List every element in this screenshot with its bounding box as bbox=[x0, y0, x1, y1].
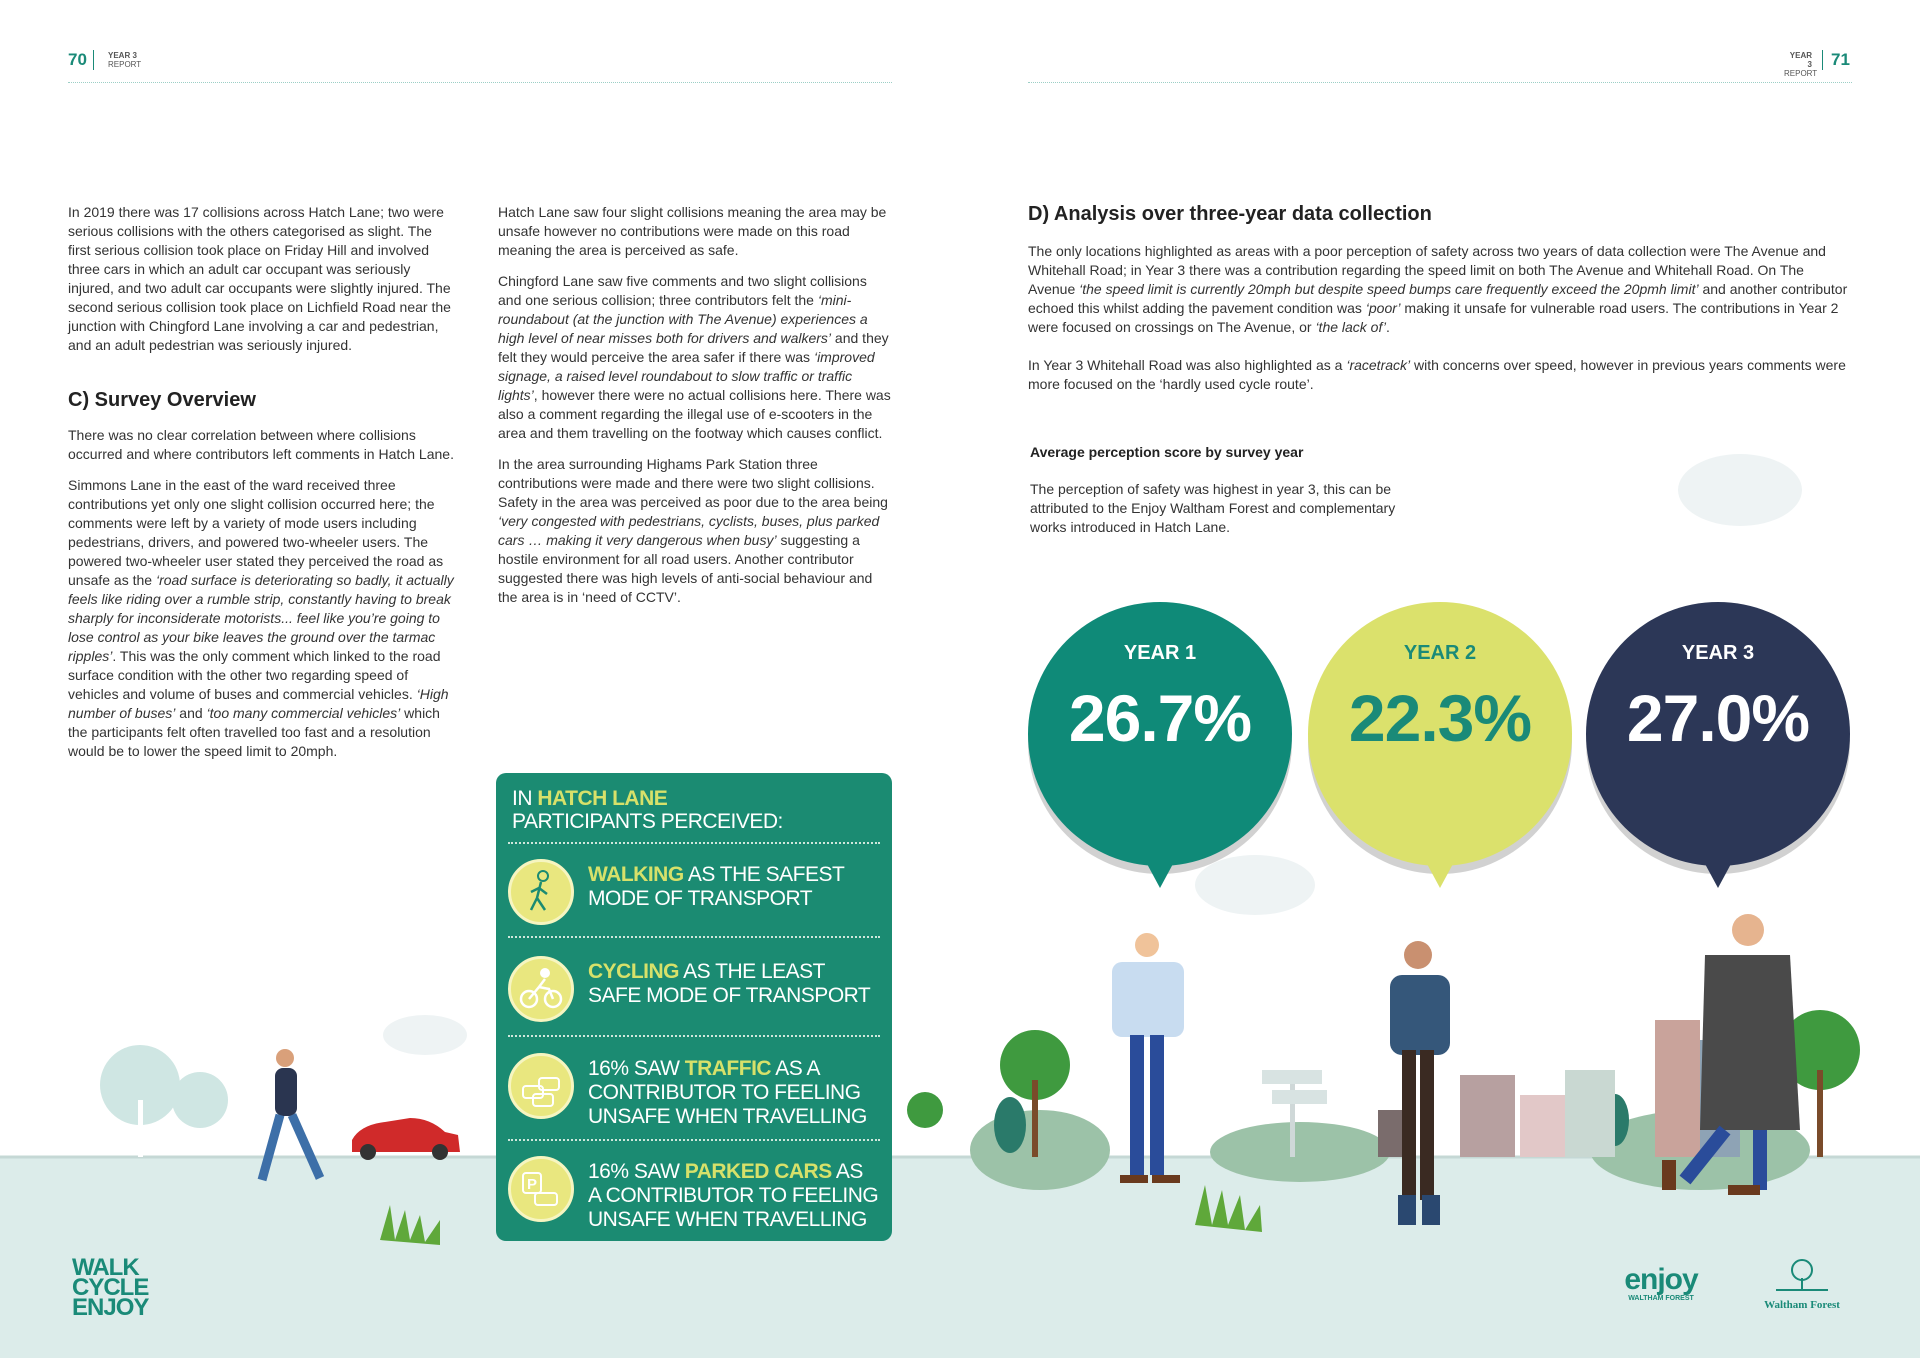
quote: ‘road surface is deteriorating so badly, it actually feels like riding over a rumble strip, constantly having to break sharply for inconsiderate motorists... feel like you’re going to lose control as your bike leaves the ground over the tarmac ripples’ bbox=[68, 572, 454, 664]
perception-value: 22.3% bbox=[1348, 681, 1532, 755]
quote: ‘the speed limit is currently 20mph but despite speed bumps care frequently exceed the 20pmh limit’ bbox=[1079, 281, 1699, 297]
highlight: HATCH LANE bbox=[537, 787, 668, 810]
traffic-cars-icon bbox=[508, 1053, 574, 1119]
quote: ‘poor’ bbox=[1365, 300, 1401, 316]
dotted-divider bbox=[508, 842, 880, 844]
tree-trunk bbox=[138, 1100, 143, 1157]
text-run: AS THE SAFEST bbox=[683, 863, 845, 886]
dotted-divider bbox=[508, 1139, 880, 1141]
right-page-number: 71 bbox=[1831, 50, 1850, 69]
hill bbox=[970, 1110, 1110, 1190]
ground bbox=[0, 1157, 1920, 1358]
left-page-number: 70 bbox=[68, 50, 87, 69]
bubble-tail bbox=[1704, 862, 1732, 888]
text-run: CONTRIBUTOR TO FEELING bbox=[588, 1081, 861, 1104]
svg-text:P: P bbox=[527, 1176, 538, 1193]
walking-person-icon bbox=[508, 859, 574, 925]
text-run: UNSAFE WHEN TRAVELLING bbox=[588, 1208, 867, 1231]
text-run: UNSAFE WHEN TRAVELLING bbox=[588, 1105, 867, 1128]
quote: ‘racetrack’ bbox=[1346, 357, 1411, 373]
year-bubble bbox=[1586, 602, 1850, 866]
logo-subtext: WALTHAM FOREST bbox=[1628, 1295, 1694, 1302]
tree-trunk bbox=[1817, 1070, 1823, 1157]
quote: ‘the lack of’ bbox=[1315, 319, 1386, 335]
bubble-tail bbox=[1146, 862, 1174, 888]
infographic-title bbox=[512, 787, 783, 833]
infographic-row-text bbox=[588, 1057, 867, 1129]
text-run: making it unsafe for vulnerable road users. The contributions in Year 2 were focused on crossings on The Avenue, or bbox=[1028, 300, 1839, 335]
tree bbox=[907, 1092, 943, 1128]
logo-word: enjoy bbox=[1624, 1263, 1698, 1296]
highlight: PARKED CARS bbox=[684, 1160, 832, 1183]
text-run: AS THE LEAST bbox=[679, 960, 826, 983]
text-run: with concerns over speed, however in previous years comments were more focused on the ‘hardly used cycle route’. bbox=[1028, 357, 1846, 392]
dotted-divider bbox=[508, 936, 880, 938]
perception-value: 26.7% bbox=[1068, 681, 1252, 755]
tree-trunk bbox=[1032, 1080, 1038, 1157]
chart-description: The perception of safety was highest in year 3, this can be attributed to the Enjoy Waltham Forest and complementary works introduced in Hatch Lane. bbox=[1030, 481, 1396, 535]
infographic-row-cycling bbox=[508, 948, 880, 1036]
text-run: 16% SAW bbox=[588, 1160, 685, 1183]
text-run: In Year 3 Whitehall Road was also highlighted as a bbox=[1028, 357, 1347, 373]
perception-value: 27.0% bbox=[1626, 681, 1810, 755]
text-run: AS bbox=[831, 1160, 863, 1183]
text-run: PARTICIPANTS PERCEIVED: bbox=[512, 810, 783, 833]
text-run: . This was the only comment which linked to the road surface condition with the other two regarding speed of vehicles and volume of buses and commercial vehicles. bbox=[68, 648, 441, 702]
year-label: YEAR 3 bbox=[108, 51, 137, 60]
quote: ‘mini- roundabout (at the junction with The Avenue) experiences a high level of near misses both for drivers and walkers’ bbox=[498, 292, 868, 346]
year-label: YEAR 2 bbox=[1403, 642, 1477, 664]
infographic-row-text bbox=[588, 863, 844, 911]
cloud bbox=[383, 1015, 467, 1055]
tree bbox=[172, 1072, 228, 1128]
cyclist-icon bbox=[508, 956, 574, 1022]
text-run: AS A bbox=[771, 1057, 820, 1080]
infographic-row-text bbox=[588, 960, 870, 1008]
collisions-paragraph: In 2019 there was 17 collisions across Hatch Lane; two were serious collisions with the others categorised as slight. The first serious collision took place on Friday Hill and involved three cars in which an adult car occupant was seriously injured, and two adult car occupants were slightly injured. The second serious collision took place on Lichfield Road near the junction with Chingford Lane involving a car and pedestrian, and an adult pedestrian was seriously injured. bbox=[68, 204, 451, 353]
highlight: WALKING bbox=[588, 863, 684, 886]
parking-icon bbox=[508, 1156, 574, 1222]
year-bubble bbox=[1308, 602, 1572, 866]
quote: ‘too many commercial vehicles’ bbox=[206, 705, 401, 721]
highlight: TRAFFIC bbox=[684, 1057, 772, 1080]
year-label: YEAR 1 bbox=[1123, 642, 1197, 664]
analysis-paragraph-2 bbox=[1028, 356, 1852, 394]
text-run: and bbox=[175, 705, 207, 721]
text-run: which the participants felt often travelled too fast and a resolution would be to lower the speed limit to 20mph. bbox=[68, 705, 440, 759]
right-column bbox=[1028, 203, 1852, 406]
text-run: and they felt they would perceive the area safer if there was bbox=[498, 330, 889, 365]
text-run: . bbox=[1386, 319, 1390, 335]
survey-overview-heading: C) Survey Overview bbox=[68, 389, 256, 411]
enjoy-waltham-forest-logo bbox=[1608, 1265, 1714, 1302]
logo-text: Waltham Forest bbox=[1764, 1299, 1840, 1311]
text-run: A CONTRIBUTOR TO FEELING bbox=[588, 1184, 879, 1207]
text-run: suggesting a hostile environment for all road users. Another contributor suggested there was high levels of anti-social behaviour and the area is in ‘need of CCTV’. bbox=[498, 532, 873, 605]
text-run: MODE OF TRANSPORT bbox=[588, 887, 813, 910]
tree-logo-icon bbox=[1772, 1258, 1832, 1294]
infographic-row-traffic bbox=[508, 1045, 880, 1133]
quote: ‘very congested with pedestrians, cyclists, buses, plus parked cars … making it very dangerous when busy’ bbox=[498, 513, 880, 548]
dotted-divider bbox=[508, 1035, 880, 1037]
man-standing-illustration bbox=[1112, 933, 1184, 1183]
cloud bbox=[1195, 855, 1315, 915]
logo-line: WALK bbox=[72, 1254, 139, 1281]
hatch-lane-paragraph: Hatch Lane saw four slight collisions meaning the area may be unsafe however no contributions were made on this road meaning the area is perceived as safe. bbox=[498, 204, 887, 258]
report-label: REPORT bbox=[108, 60, 142, 69]
year-label: YEAR 3 bbox=[1789, 51, 1812, 69]
text-run: SAFE MODE OF TRANSPORT bbox=[588, 984, 871, 1007]
hill bbox=[1210, 1122, 1390, 1182]
tree bbox=[994, 1097, 1026, 1153]
text-run: In the area surrounding Highams Park Station three contributions were made and there were two slight collisions. Safety in the area was perceived as poor due to the area being bbox=[498, 456, 888, 510]
cloud bbox=[1678, 454, 1802, 526]
text-run: Simmons Lane in the east of the ward received three contributions yet only one slight collision occurred here; the comments were left by a variety of mode users including pedestrians, drivers, and powered two-wheeler users. The powered two-wheeler user stated they perceived the road as unsafe as the bbox=[68, 477, 444, 588]
text-run: , however there were no actual collisions here. There was also a comment regarding the illegal use of e-scooters in the area and them travelling on the footway which causes conflict. bbox=[498, 387, 891, 441]
text-run: 16% SAW bbox=[588, 1057, 685, 1080]
red-car-illustration bbox=[352, 1118, 460, 1160]
logo-line: ENJOY bbox=[72, 1294, 149, 1321]
infographic-row-walking bbox=[508, 851, 880, 939]
waltham-forest-council-logo bbox=[1752, 1258, 1852, 1311]
report-label: REPORT bbox=[1784, 69, 1818, 78]
survey-paragraph: There was no clear correlation between where collisions occurred and where contributors left comments in Hatch Lane. bbox=[68, 427, 454, 462]
hatch-lane-infographic bbox=[496, 773, 892, 1241]
text-run: IN bbox=[512, 787, 538, 810]
highlight: CYCLING bbox=[588, 960, 679, 983]
analysis-heading: D) Analysis over three-year data collection bbox=[1028, 203, 1432, 225]
text-run: The only locations highlighted as areas with a poor perception of safety across two years of data collection were The Avenue and Whitehall Road; in Year 3 there was a contribution regarding the speed limit on both The Avenue and Whitehall Road. On The Avenue bbox=[1028, 243, 1826, 297]
walk-cycle-enjoy-logo bbox=[72, 1254, 149, 1321]
year-bubble bbox=[1028, 602, 1292, 866]
chart-subheading: Average perception score by survey year bbox=[1030, 444, 1304, 460]
analysis-paragraph-1 bbox=[1028, 242, 1852, 337]
bubble-tail bbox=[1426, 862, 1454, 888]
infographic-row-parked-cars bbox=[508, 1148, 880, 1236]
text-run: Chingford Lane saw five comments and two slight collisions and one serious collision; three contributors felt the bbox=[498, 273, 867, 308]
quote: ‘improved signage, a raised level roundabout to slow traffic or traffic lights’ bbox=[498, 349, 875, 403]
infographic-row-text bbox=[588, 1160, 878, 1232]
logo-line: CYCLE bbox=[72, 1274, 149, 1301]
year-label: YEAR 3 bbox=[1681, 642, 1755, 664]
text-run: and another contributor echoed this whilst adding the pavement condition was bbox=[1028, 281, 1848, 316]
quote: ‘High number of buses’ bbox=[68, 686, 449, 721]
